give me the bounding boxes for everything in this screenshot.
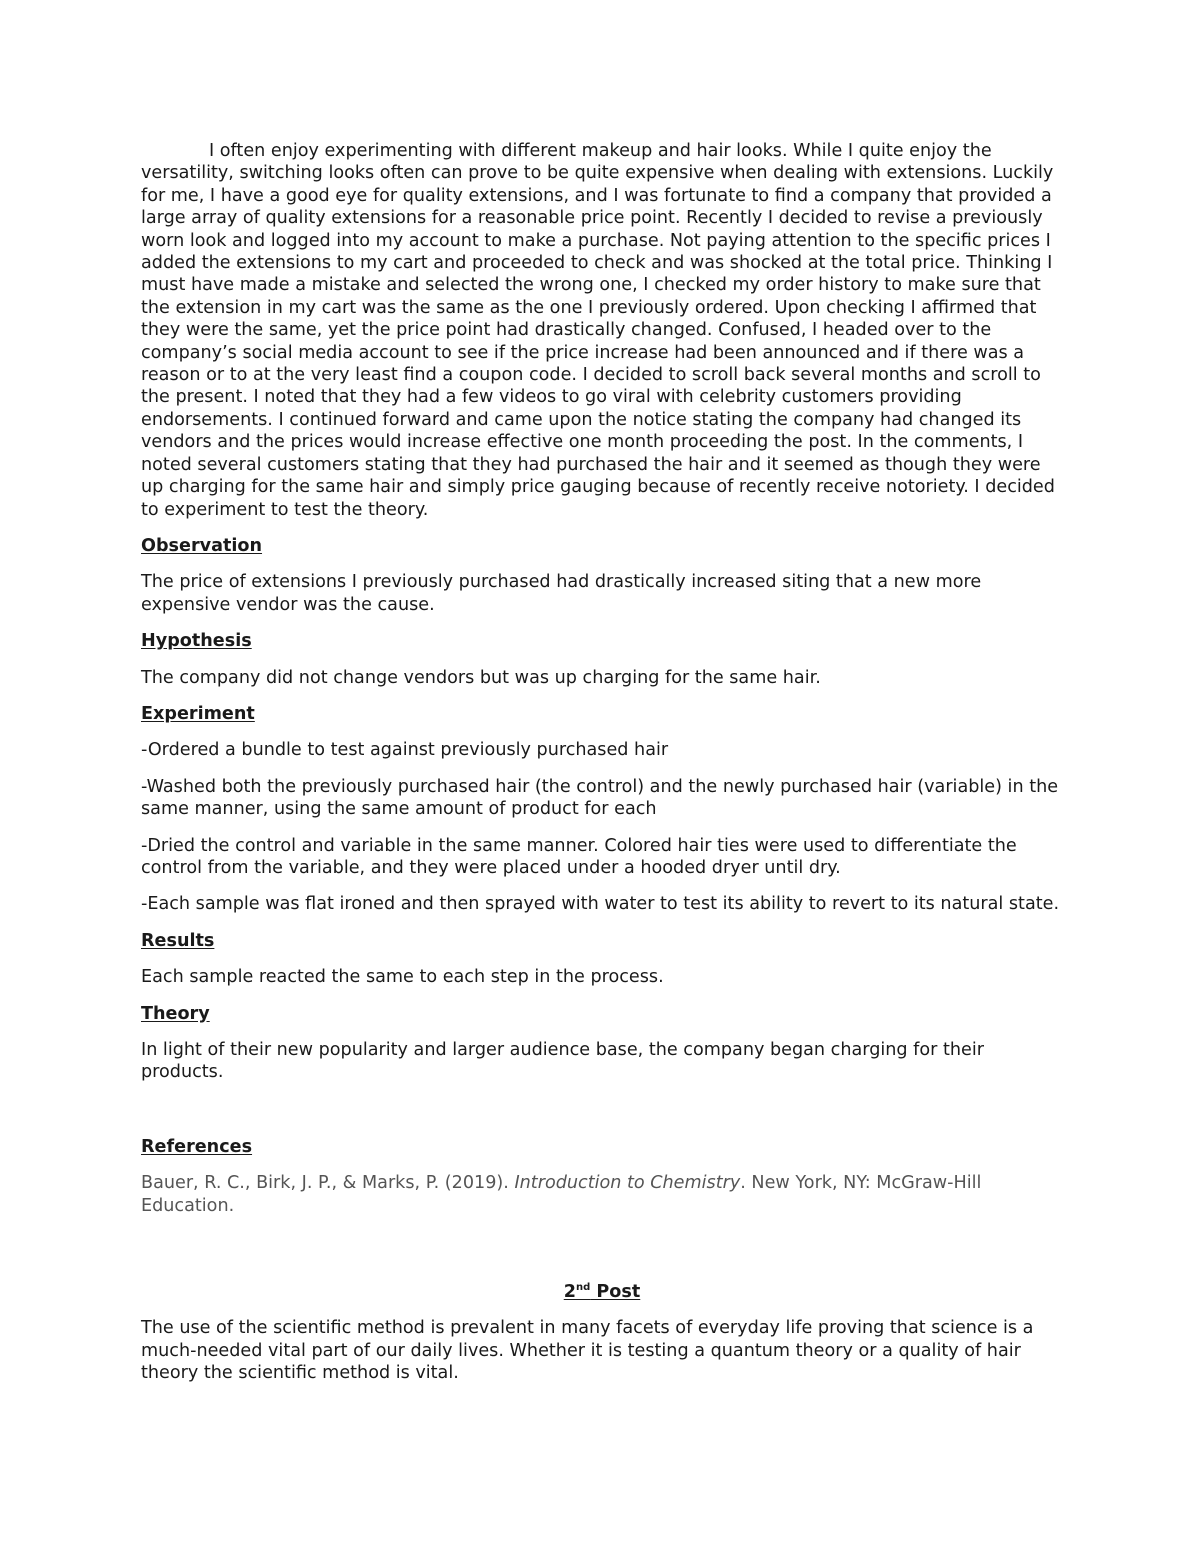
post2-ordinal-suffix: nd (575, 1282, 591, 1294)
post2-title: Post (590, 1282, 641, 1303)
results-heading: Results (141, 930, 215, 951)
theory-text: In light of their new popularity and larger audience base, the company began charging for their products. (141, 1040, 984, 1083)
blank-line (141, 1098, 1063, 1136)
reference-entry (141, 1172, 1063, 1217)
theory-heading: Theory (141, 1003, 210, 1024)
post2-heading (141, 1281, 1063, 1303)
reference-book-title: Introduction to Chemistry (514, 1173, 741, 1194)
experiment-step: -Washed both the previously purchased hair (the control) and the newly purchased hair (variable) in the same manner, using the same amount of product for each (141, 776, 1059, 820)
observation-heading: Observation (141, 535, 263, 556)
document-page (141, 140, 1063, 1399)
hypothesis-heading: Hypothesis (141, 631, 252, 652)
observation-text: The price of extensions I previously purchased had drastically increased siting that a new more expensive vendor was the cause. (141, 572, 982, 615)
post2-text: The use of the scientific method is prevalent in many facets of everyday life proving that science is a much-needed vital part of our daily lives. Whether it is testing a quantum theory or a quality of hair theory the scientific method is vital. (141, 1318, 1034, 1384)
experiment-step: -Ordered a bundle to test against previously purchased hair (141, 740, 669, 761)
blank-line (141, 1231, 1063, 1281)
hypothesis-text: The company did not change vendors but was up charging for the same hair. (141, 667, 821, 688)
reference-publisher: . New York, NY: McGraw-Hill Education. (141, 1173, 982, 1216)
experiment-heading: Experiment (141, 703, 255, 724)
intro-paragraph: I often enjoy experimenting with different makeup and hair looks. While I quite enjoy the versatility, switching looks often can prove to be quite expensive when dealing with extensions. Luckily for me, I have a good eye for quality extensions, and I was fortunate to find a company that provided a large array of quality extensions for a reasonable price point. Recently I decided to revise a previously worn look and logged into my account to make a purchase. Not paying attention to the specific prices I added the extensions to my cart and proceeded to check and was shocked at the total price. Thinking I must have made a mistake and selected the wrong one, I checked my order history to make sure that the extension in my cart was the same as the one I previously ordered. Upon checking I affirmed that they were the same, yet the price point had drastically changed. Confused, I headed over to the company’s social media account to see if the price increase had been announced and if there was a reason or to at the very least find a coupon code. I decided to scroll back several months and scroll to the present. I noted that they had a few videos to go viral with celebrity customers providing endorsements. I continued forward and came upon the notice stating the company had changed its vendors and the prices would increase effective one month proceeding the post. In the comments, I noted several customers stating that they had purchased the hair and it seemed as though they were up charging for the same hair and simply price gauging because of recently receive notoriety. I decided to experiment to test the theory. (141, 141, 1055, 520)
reference-authors: Bauer, R. C., Birk, J. P., & Marks, P. (2019). (141, 1173, 515, 1194)
results-text: Each sample reacted the same to each step in the process. (141, 967, 664, 988)
references-heading: References (141, 1136, 253, 1157)
experiment-step: -Each sample was flat ironed and then sprayed with water to test its ability to revert to its natural state. (141, 894, 1060, 915)
post2-number: 2 (563, 1282, 576, 1303)
experiment-step: -Dried the control and variable in the same manner. Colored hair ties were used to differentiate the control from the variable, and they were placed under a hooded dryer until dry. (141, 835, 1017, 878)
